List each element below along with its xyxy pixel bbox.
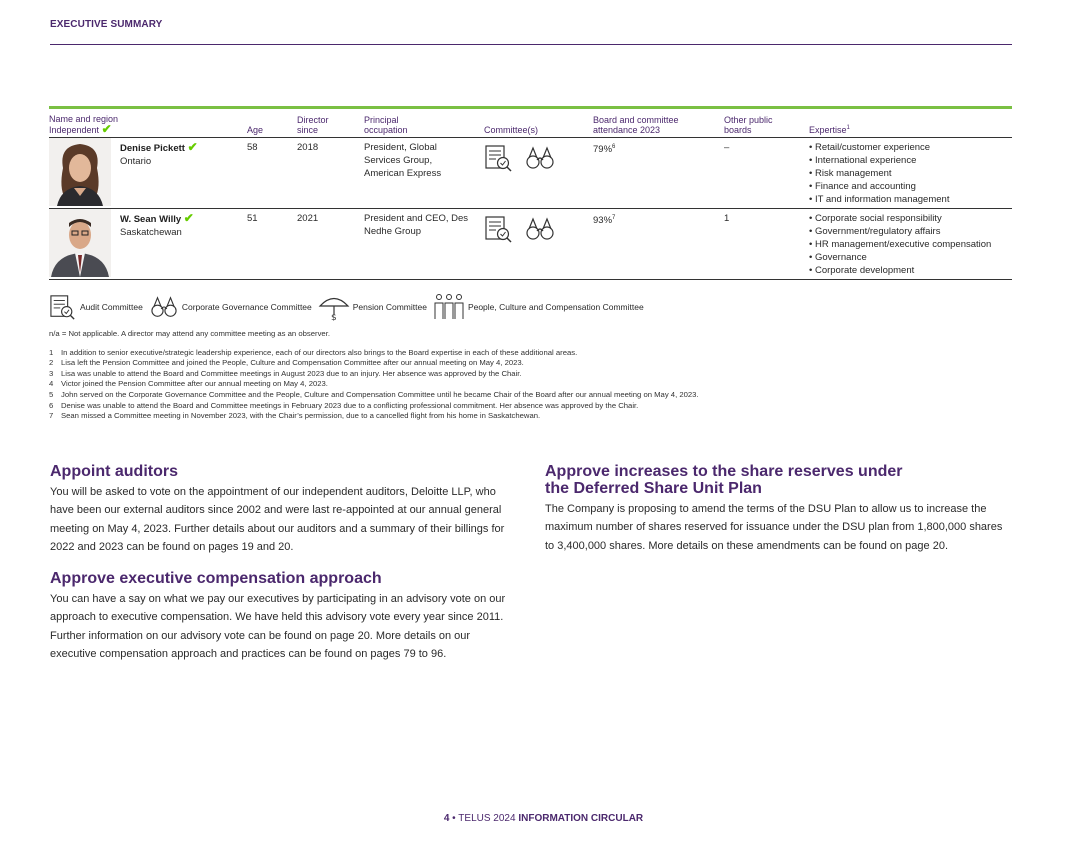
footnote: 6 Denise was unable to attend the Board and Committee meetings in February 2023 due to a conflicting professional commitment. Her absence was approved by the Chair. bbox=[49, 400, 639, 410]
col-director-since: Director since bbox=[297, 109, 364, 138]
list-item: • Finance and accounting bbox=[809, 180, 1012, 193]
col-attendance: Board and committee attendance 2023 bbox=[593, 109, 724, 138]
director-occupation: President and CEO, Des Nedhe Group bbox=[364, 209, 484, 280]
table-row: Denise Pickett ✔ Ontario 58 2018 President, Global Services Group, American Express 79%$^6$ – • Retail/customer experience • International experience • Risk management • Finance and accounting • IT and information management bbox=[49, 138, 1012, 209]
independent-check-icon: ✔ bbox=[183, 211, 194, 225]
corporate-governance-icon bbox=[149, 294, 179, 320]
director-name: W. Sean Willy bbox=[120, 214, 182, 225]
corporate-governance-icon bbox=[524, 144, 556, 172]
section-executive-compensation bbox=[50, 570, 512, 663]
page-footer: 4 • TELUS 2024 INFORMATION CIRCULAR bbox=[443, 813, 644, 824]
footnote: 2 Lisa left the Pension Committee and joined the People, Culture and Compensation Committee after our annual meeting on May 4, 2023. bbox=[49, 358, 524, 368]
audit-committee-icon bbox=[484, 215, 514, 243]
section-header: EXECUTIVE SUMMARY bbox=[50, 19, 163, 30]
section-appoint-auditors bbox=[50, 463, 512, 556]
other-boards: – bbox=[724, 138, 809, 209]
footnote: 7 Sean missed a Committee meeting in November 2023, with the Chair’s permission, due to a cancelled flight from his home in Saskatchewan. bbox=[49, 411, 541, 421]
attendance-value: 79% bbox=[593, 144, 613, 156]
col-other-boards: Other public boards bbox=[724, 109, 809, 138]
director-region: Saskatchewan bbox=[120, 227, 182, 238]
other-boards: 1 bbox=[724, 209, 809, 280]
table-header-row bbox=[49, 109, 1012, 138]
expertise-list bbox=[809, 141, 1012, 206]
section-title: Approve executive compensation approach bbox=[50, 570, 382, 587]
header-divider bbox=[50, 44, 1012, 45]
table-notes bbox=[49, 329, 699, 422]
table-row: W. Sean Willy ✔ Saskatchewan 51 2021 President and CEO, Des Nedhe Group 93%$^7$ 1 • Corporate social responsibility • Government/regulatory affairs • HR management/executive compensation • Governance • Corporate development bbox=[49, 209, 1012, 280]
col-expertise: Expertise$^1$ bbox=[809, 109, 1012, 138]
col-name-region: Name and region Independent ✔ bbox=[49, 109, 247, 138]
directors-table bbox=[49, 106, 1012, 280]
footnote: 1 In addition to senior executive/strategic leadership experience, each of our directors also brings to the Board expertise in each of these additional areas. bbox=[49, 347, 578, 357]
na-note: n/a = Not applicable. A director may attend any committee meeting as an observer. bbox=[49, 329, 330, 338]
section-body: You will be asked to vote on the appointment of our independent auditors, Deloitte LLP, who have been our external auditors since 2002 and were last re-appointed at our annual general meeting on May 4, 2023. Further details about our auditors and a summary of their billings for 2022 and 2023 can be found on pages 19 and 20. bbox=[50, 486, 505, 553]
svg-text:$: $ bbox=[330, 313, 337, 321]
legend-governance: Corporate Governance Committee bbox=[149, 294, 312, 320]
list-item: • Corporate development bbox=[809, 264, 1012, 277]
list-item: • Government/regulatory affairs bbox=[809, 225, 1012, 238]
expertise-list bbox=[809, 212, 1012, 277]
director-since: 2021 bbox=[297, 209, 364, 280]
page-number: 4 bbox=[443, 813, 450, 824]
director-region: Ontario bbox=[120, 156, 152, 167]
director-name: Denise Pickett bbox=[120, 143, 185, 154]
director-age: 58 bbox=[247, 138, 297, 209]
footnote: 4 Victor joined the Pension Committee after our annual meeting on May 4, 2023. bbox=[49, 379, 328, 389]
list-item: • Corporate social responsibility bbox=[809, 212, 1012, 225]
people-group-icon bbox=[433, 293, 465, 321]
audit-committee-icon bbox=[484, 144, 514, 172]
document-title: INFORMATION CIRCULAR bbox=[518, 813, 644, 824]
attendance-value: 93% bbox=[593, 215, 613, 227]
avatar bbox=[49, 209, 111, 277]
legend-people: People, Culture and Compensation Committee bbox=[433, 293, 644, 321]
legend-pension: $ Pension Committee bbox=[318, 293, 427, 321]
col-occupation: Principal occupation bbox=[364, 109, 484, 138]
list-item: • Governance bbox=[809, 251, 1012, 264]
col-age: Age bbox=[247, 109, 297, 138]
section-title: Appoint auditors bbox=[50, 463, 178, 480]
avatar bbox=[49, 138, 111, 206]
section-dsu-plan bbox=[545, 463, 1007, 555]
committee-legend bbox=[49, 293, 650, 321]
independent-check-icon: ✔ bbox=[187, 140, 198, 154]
director-age: 51 bbox=[247, 209, 297, 280]
director-since: 2018 bbox=[297, 138, 364, 209]
footnote: 3 Lisa was unable to attend the Board and Committee meetings in August 2023 due to an injury. Her absence was approved by the Chair. bbox=[49, 368, 522, 378]
footnote: 5 John served on the Corporate Governance Committee and the People, Culture and Compensation Committee until he became Chair of the Board after our annual meeting on May 4, 2023. bbox=[49, 389, 699, 399]
company-name: TELUS 2024 bbox=[458, 813, 516, 824]
section-title: Approve increases to the share reserves under the Deferred Share Unit Plan bbox=[545, 463, 903, 497]
corporate-governance-icon bbox=[524, 215, 556, 243]
audit-committee-icon bbox=[49, 294, 77, 320]
section-body: The Company is proposing to amend the terms of the DSU Plan to allow us to increase the maximum number of shares reserved for issuance under the DSU plan from 1,800,000 shares to 3,400,000 shares. More details on these amendments can be found on page 20. bbox=[545, 503, 1003, 552]
list-item: • IT and information management bbox=[809, 193, 1012, 206]
legend-audit: Audit Committee bbox=[49, 294, 143, 320]
list-item: • HR management/executive compensation bbox=[809, 238, 1012, 251]
col-committees: Committee(s) bbox=[484, 109, 593, 138]
pension-umbrella-icon bbox=[318, 293, 350, 321]
list-item: • Retail/customer experience bbox=[809, 141, 1012, 154]
section-body: You can have a say on what we pay our executives by participating in an advisory vote on our approach to executive compensation. We have held this advisory vote every year since 2011. Further information on our advisory vote can be found on page 20. More details on our executive compensation approach and practices can be found on pages 79 to 96. bbox=[50, 593, 506, 660]
list-item: • International experience bbox=[809, 154, 1012, 167]
checkmark-icon: ✔ bbox=[101, 122, 112, 136]
list-item: • Risk management bbox=[809, 167, 1012, 180]
director-occupation: President, Global Services Group, American Express bbox=[364, 138, 484, 209]
